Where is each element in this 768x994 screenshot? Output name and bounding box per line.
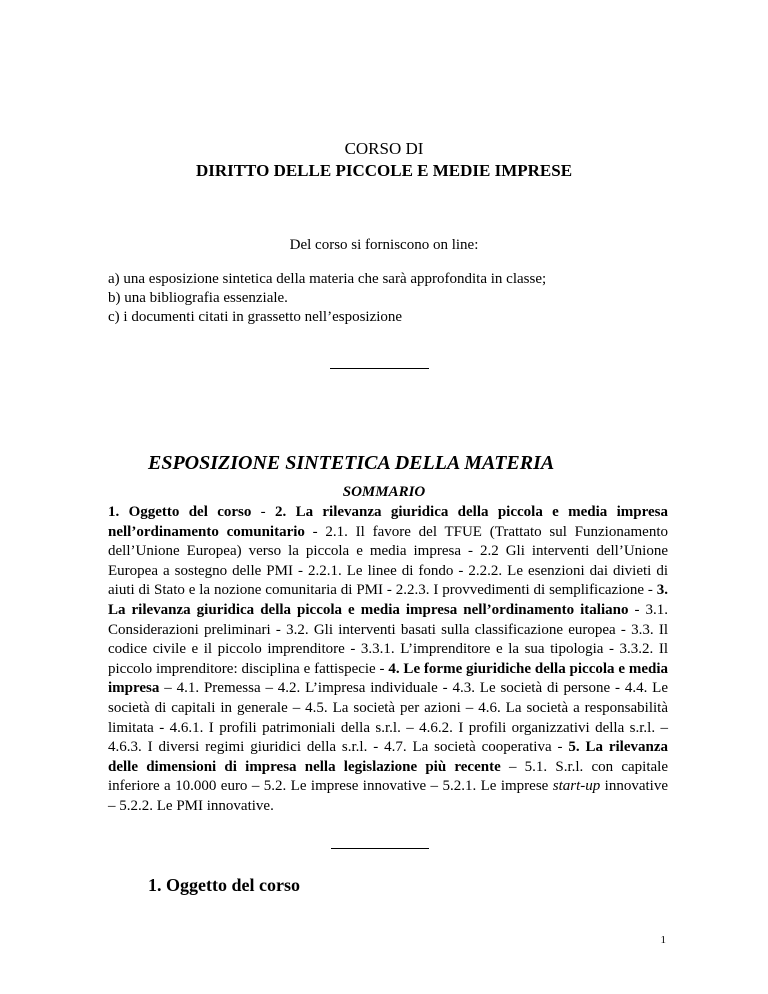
list-item: b) una bibliografia essenziale. xyxy=(108,290,288,306)
summary-bold-segment: 2. La rilevanza giuridica della piccola e media impresa nell’ordinamento comunitario xyxy=(108,504,669,540)
summary-bold-segment: 5. La rilevanza delle dimensioni di impresa nella legislazione più recente xyxy=(108,739,669,775)
summary-segment: – 4.1. Premessa – 4.2. L’impresa individuale - 4.3. Le società di persone - 4.4. Le società di capitali in generale – 4.5. La società per azioni – 4.6. La società a responsabilità limitata - 4.6.1. I profili patrimoniali della s.r.l. – 4.6.2. I profili organizzativi della s.r.l. – 4.6.3. I diversi regimi giuridici della s.r.l. - 4.7. La società cooperativa - xyxy=(108,680,668,756)
summary-segment: - 3.1. Considerazioni preliminari - 3.2. Gli interventi basati sulla classificazione europea - 3.3. Il codice civile e il piccolo imprenditore - 3.3.1. L’imprenditore e la sua tipologia - 3.3.2. Il piccolo imprenditore: disciplina e fattispecie - xyxy=(108,601,668,677)
list-item: a) una esposizione sintetica della materia che sarà approfondita in classe; xyxy=(108,271,547,287)
divider xyxy=(330,368,429,369)
summary-segment: start-up xyxy=(552,778,601,795)
course-title-line1: CORSO DI xyxy=(344,139,424,158)
contents-list xyxy=(108,270,546,327)
section-heading: ESPOSIZIONE SINTETICA DELLA MATERIA xyxy=(148,452,555,474)
summary-segment: innovative – 5.2.2. Le PMI innovative. xyxy=(108,778,668,814)
section-title: 1. Oggetto del corso xyxy=(148,875,300,895)
summary-bold-segment: 4. Le forme giuridiche della piccola e media impresa xyxy=(108,660,668,697)
sommario-label: SOMMARIO xyxy=(342,484,426,500)
summary-segment: – 5.1. S.r.l. con capitale inferiore a 10.000 euro – 5.2. Le imprese innovative – 5.2.1. Le imprese xyxy=(108,758,668,795)
list-item: c) i documenti citati in grassetto nell’esposizione xyxy=(108,309,403,325)
course-title-line2: DIRITTO DELLE PICCOLE E MEDIE IMPRESE xyxy=(195,161,573,180)
summary-paragraph xyxy=(108,503,668,817)
summary-bold-segment: 3. La rilevanza giuridica della piccola e media impresa nell’ordinamento italiano xyxy=(108,582,668,618)
summary-segment: - xyxy=(251,504,275,520)
page-number: 1 xyxy=(660,934,666,946)
divider xyxy=(331,848,429,849)
intro-text: Del corso si forniscono on line: xyxy=(289,237,479,253)
summary-bold-segment: 1. Oggetto del corso xyxy=(108,504,252,520)
summary-segment: - 2.1. Il favore del TFUE (Trattato sul Funzionamento dell’Unione Europea) verso la piccola e media impresa - 2.2 Gli interventi dell’Unione Europea a sostegno delle PMI - 2.2.1. Le linee di fondo - 2.2.2. Le esenzioni dai divieti di aiuti di Stato e la nozione comunitaria di PMI - 2.2.3. I provvedimenti di semplificazione - xyxy=(108,523,668,599)
